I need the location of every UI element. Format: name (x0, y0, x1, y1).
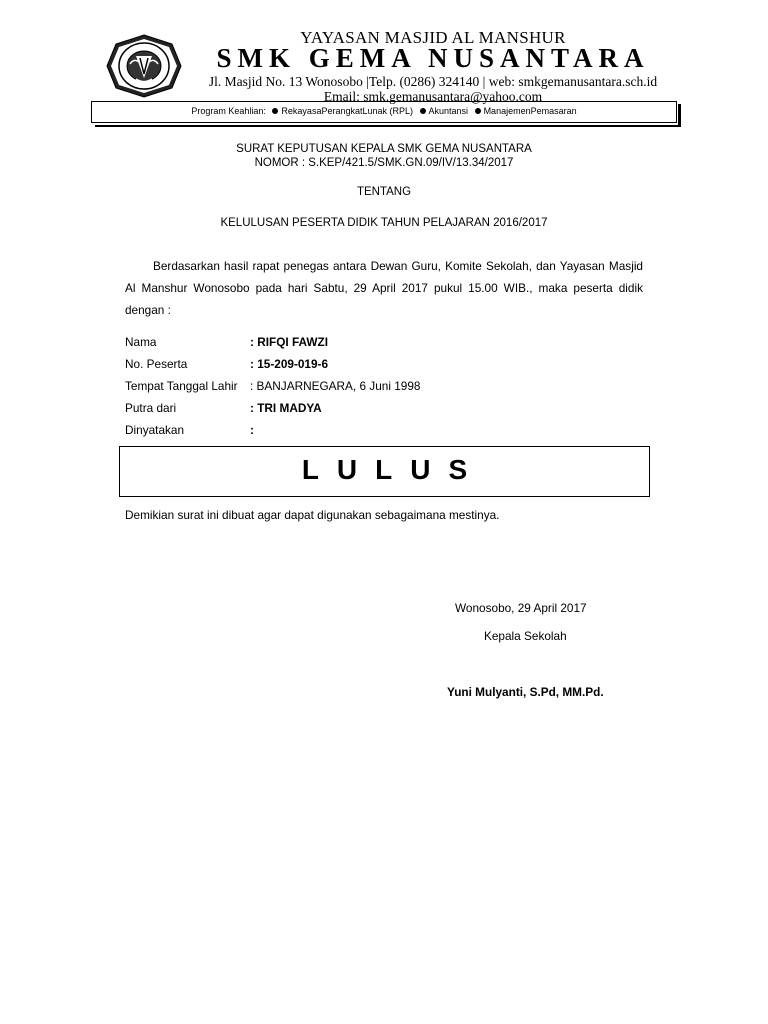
field-label: No. Peserta (125, 357, 188, 371)
program-item: RekayasaPerangkatLunak (RPL) (281, 106, 413, 116)
closing-statement: Demikian surat ini dibuat agar dapat digunakan sebagaimana mestinya. (125, 508, 500, 522)
program-item: ManajemenPemasaran (483, 106, 577, 116)
program-item: Akuntansi (428, 106, 469, 116)
bullet-icon (420, 108, 426, 114)
school-email: Email: smk.gemanusantara@yahoo.com (323, 89, 543, 104)
decree-about: TENTANG (356, 186, 412, 198)
paragraph-text: Berdasarkan hasil rapat penegas antara Dewan Guru, Komite Sekolah, dan Yayasan Masjid Al Manshur Wonosobo pada hari Sabtu, 29 April 2017 pukul 15.00 WIB., maka peserta didik dengan : (125, 259, 643, 317)
result-text: LULUS (301, 454, 486, 485)
field-label: Putra dari (125, 401, 177, 415)
school-name: SMK GEMA NUSANTARA (216, 43, 650, 73)
signature-place-date: Wonosobo, 29 April 2017 (455, 601, 587, 615)
bullet-icon (475, 108, 481, 114)
program-label: Program Keahlian: (191, 106, 266, 116)
decree-paragraph (125, 255, 643, 321)
decree-subject: KELULUSAN PESERTA DIDIK TAHUN PELAJARAN 2016/2017 (220, 217, 548, 229)
signature-position: Kepala Sekolah (484, 629, 567, 643)
field-label: Tempat Tanggal Lahir (125, 379, 238, 393)
school-logo (106, 34, 182, 98)
program-list (92, 106, 676, 116)
field-value: : RIFQI FAWZI (250, 335, 328, 349)
program-box-shadow (95, 125, 681, 127)
decree-title: SURAT KEPUTUSAN KEPALA SMK GEMA NUSANTARA (236, 143, 532, 155)
field-value: : BANJARNEGARA, 6 Juni 1998 (250, 379, 421, 393)
program-box (91, 101, 677, 123)
field-label: Nama (125, 335, 157, 349)
signature-name: Yuni Mulyanti, S.Pd, MM.Pd. (447, 685, 604, 699)
field-value: : (250, 423, 254, 437)
field-value: : TRI MADYA (250, 401, 322, 415)
field-label: Dinyatakan (125, 423, 185, 437)
field-value: : 15-209-019-6 (250, 357, 329, 371)
bullet-icon (272, 108, 278, 114)
result-box (119, 446, 650, 497)
decree-number: NOMOR : S.KEP/421.5/SMK.GN.09/IV/13.34/2017 (254, 157, 514, 169)
program-box-shadow-right (678, 104, 681, 127)
school-address: Jl. Masjid No. 13 Wonosobo |Telp. (0286) 324140 | web: smkgemanusantara.sch.id (208, 74, 658, 89)
foundation-name: YAYASAN MASJID AL MANSHUR (300, 28, 566, 47)
